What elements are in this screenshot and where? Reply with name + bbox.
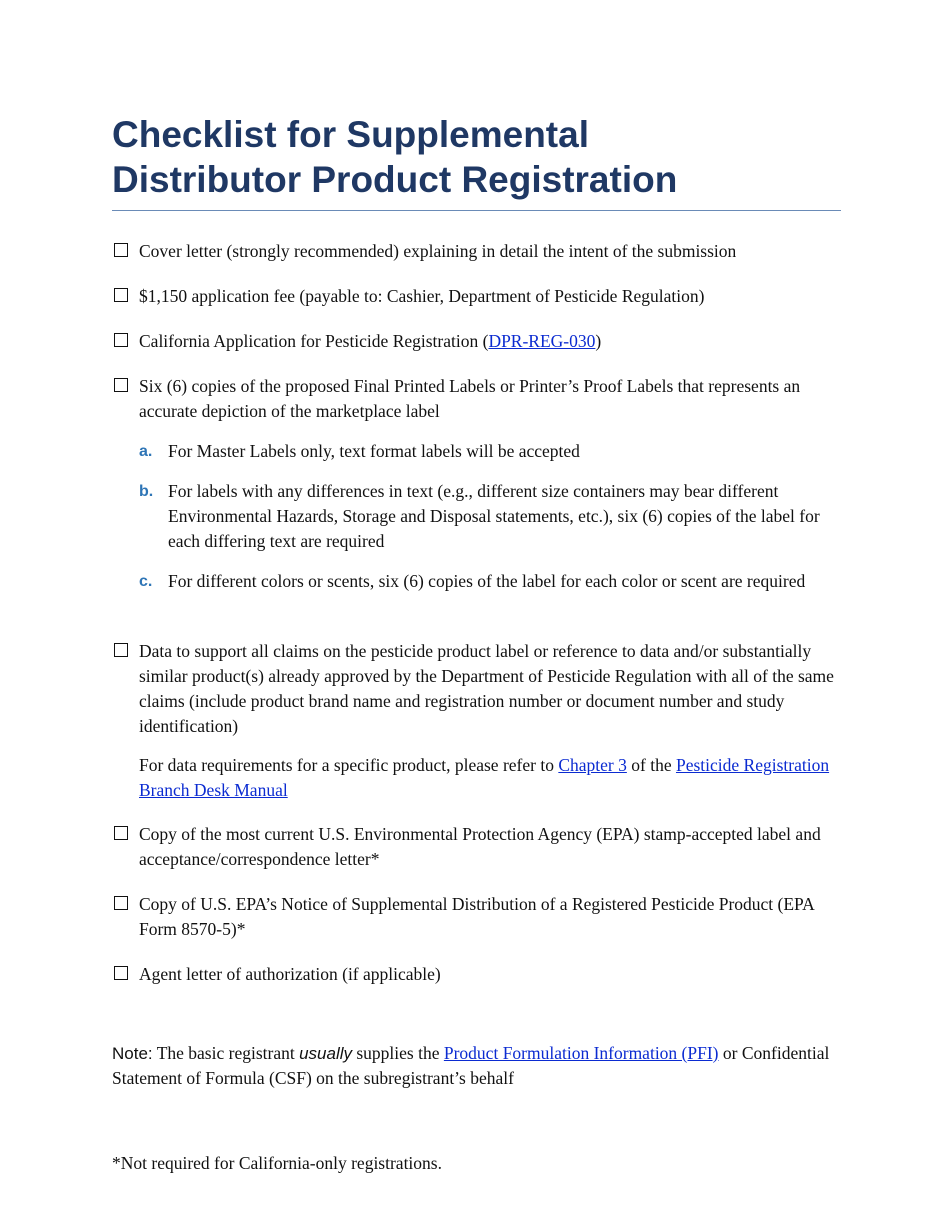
note-text: or Confidential Statement of Formula (CSF) on the subregistrant’s behalf (112, 1043, 830, 1088)
checklist-item-label: Six (6) copies of the proposed Final Printed Labels or Printer’s Proof Labels that represents an accurate depiction of the marketplace label (139, 376, 801, 421)
item-text-after: ) (595, 331, 602, 351)
note-label: Note: (112, 1044, 153, 1063)
checkbox[interactable] (114, 288, 128, 302)
note-text: The basic registrant (152, 1043, 300, 1063)
subitem-text: For labels with any differences in text (e.g., different size containers may bear different Environmental Hazards, Storage and Disposal statements, etc.), six (6) copies of the label for each differing text are required (168, 481, 820, 551)
checkbox[interactable] (114, 333, 128, 347)
checkbox[interactable] (114, 243, 128, 257)
note-text: of the (626, 755, 676, 775)
chapter-3-link[interactable]: Chapter 3 (558, 755, 627, 775)
checklist-item-label (139, 329, 839, 354)
checklist-item-label-copies (112, 374, 842, 424)
checklist-item-label: Agent letter of authorization (if applicable) (139, 964, 441, 984)
registrant-note (112, 1041, 842, 1091)
subitem-text: For Master Labels only, text format labels will be accepted (168, 441, 580, 461)
checklist-item-label: Copy of U.S. EPA’s Notice of Supplemental Distribution of a Registered Pesticide Product (EPA Form 8570-5)* (139, 894, 814, 939)
checklist-item-label: Cover letter (strongly recommended) explaining in detail the intent of the submission (139, 241, 737, 261)
subitem-text: For different colors or scents, six (6) copies of the label for each color or scent are required (168, 571, 806, 591)
desk-manual-link[interactable]: Pesticide Registration Branch Desk Manual (139, 755, 830, 800)
title-divider (112, 210, 841, 211)
dpr-reg-030-link[interactable]: DPR-REG-030 (488, 331, 596, 351)
item-text-before: California Application for Pesticide Registration ( (139, 331, 489, 351)
subitem-letter: c. (139, 573, 153, 590)
checkbox[interactable] (114, 643, 128, 657)
checkbox[interactable] (114, 378, 128, 392)
checklist-item-label: $1,150 application fee (payable to: Cashier, Department of Pesticide Regulation) (139, 286, 705, 306)
page-title (112, 112, 852, 202)
pfi-link[interactable]: Product Formulation Information (PFI) (443, 1043, 719, 1063)
checkbox[interactable] (114, 826, 128, 840)
checklist-item-label: Copy of the most current U.S. Environmental Protection Agency (EPA) stamp-accepted label and acceptance/correspondence letter* (139, 824, 821, 869)
title-line-1: Checklist for Supplemental (112, 114, 589, 155)
checkbox[interactable] (114, 896, 128, 910)
data-requirements-note (139, 753, 839, 803)
title-line-2: Distributor Product Registration (112, 159, 678, 200)
note-emphasis: usually (299, 1044, 352, 1063)
subitem-letter: a. (139, 443, 153, 460)
checklist-item-label: Data to support all claims on the pesticide product label or reference to data and/or substantially similar product(s) already approved by the Department of Pesticide Regulation with all of the same claims (include product brand name and registration number or document number and study identification) (139, 641, 834, 736)
subitem-letter: b. (139, 483, 154, 500)
footnote: *Not required for California-only registrations. (112, 1153, 442, 1173)
note-text: For data requirements for a specific product, please refer to (139, 755, 559, 775)
note-text: supplies the (352, 1043, 444, 1063)
checkbox[interactable] (114, 966, 128, 980)
